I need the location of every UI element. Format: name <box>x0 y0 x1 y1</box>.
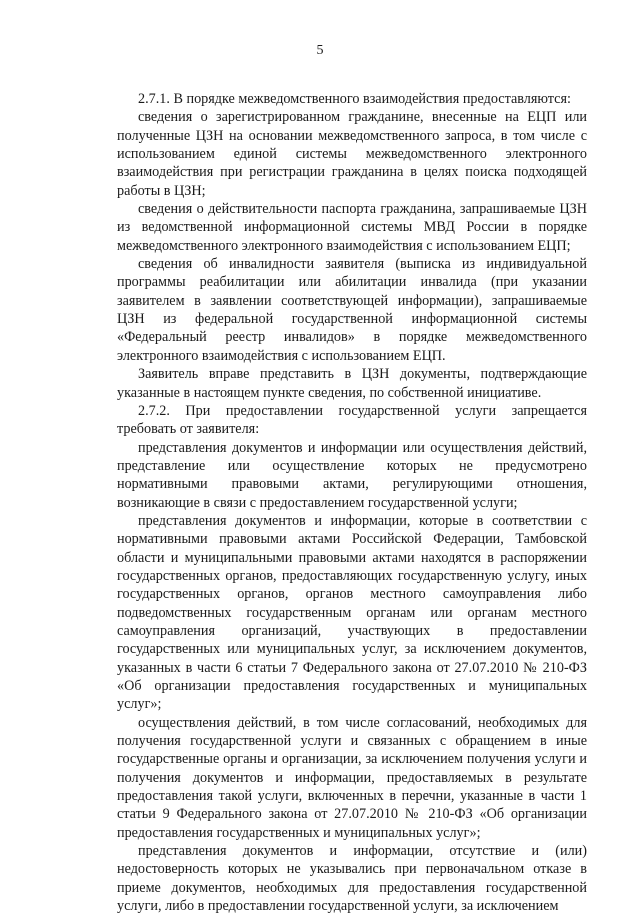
paragraph-disability: сведения об инвалидности заявителя (выписка из индивидуальной программы реабилитации или абилитации инвалида (при указании заявителем в заявлении соответствующей информации), запрашиваемые ЦЗН из федеральной государственной информационной системы «Федеральный реестр инвалидов» в порядке межведомственного электронного взаимодействия с использованием ЕЦП. <box>117 256 587 364</box>
paragraph-2-7-1: 2.7.1. В порядке межведомственного взаимодействия предоставляются: <box>138 91 571 107</box>
paragraph-applicant-right: Заявитель вправе представить в ЦЗН документы, подтверждающие указанные в настоящем пункте сведения, по собственной инициативе. <box>117 366 587 401</box>
paragraph-documents-not-provided: представления документов и информации или осуществления действий, представление или осуществление которых не предусмотрено нормативными правовыми актами, регулирующими отношения, возникающие в связи с предоставлением государственной услуги; <box>117 439 587 511</box>
paragraph-2-7-2: 2.7.2. При предоставлении государственной услуги запрещается требовать от заявителя: <box>117 402 587 438</box>
page-number: 5 <box>316 43 324 58</box>
document-body <box>117 90 587 915</box>
paragraph-actions-approvals: осуществления действий, в том числе согласований, необходимых для получения государственной услуги и связанных с обращением в иные государственные органы и организации, за исключением получения услуги и получения документов и информации, предоставляемых в результате предоставления такой услуги, включенных в перечни, указанные в части 1 статьи 9 Федерального закона от 27.07.2010 № 210-ФЗ «Об организации предоставления государственных и муниципальных услуг»; <box>117 714 587 841</box>
paragraph-registered-citizen: сведения о зарегистрированном гражданине, внесенные на ЕЦП или полученные ЦЗН на основании межведомственного запроса, в том числе с использованием единой системы межведомственного электронного взаимодействия при регистрации гражданина в целях поиска подходящей работы в ЦЗН; <box>117 109 587 199</box>
paragraph-passport-validity: сведения о действительности паспорта гражданина, запрашиваемые ЦЗН из ведомственной информационной системы МВД России в порядке межведомственного электронного взаимодействия с использованием ЕЦП; <box>117 201 587 254</box>
paragraph-missing-documents: представления документов и информации, отсутствие и (или) недостоверность которых не указывались при первоначальном отказе в приеме документов, необходимых для предоставления государственной услуги, либо в предоставлении государственной услуги, за исключением <box>117 843 587 915</box>
paragraph-documents-at-disposal: представления документов и информации, которые в соответствии с нормативными правовыми актами Российской Федерации, Тамбовской области и муниципальными правовыми актами находятся в распоряжении государственных органов, предоставляющих государственную услугу, иных государственных органов, органов местного самоуправления либо подведомственных государственным органам или органам местного самоуправления организаций, участвующих в предоставлении государственных или муниципальных услуг, за исключением документов, указанных в части 6 статьи 7 Федерального закона от 27.07.2010 № 210-ФЗ «Об организации предоставления государственных и муниципальных услуг»; <box>117 512 587 713</box>
